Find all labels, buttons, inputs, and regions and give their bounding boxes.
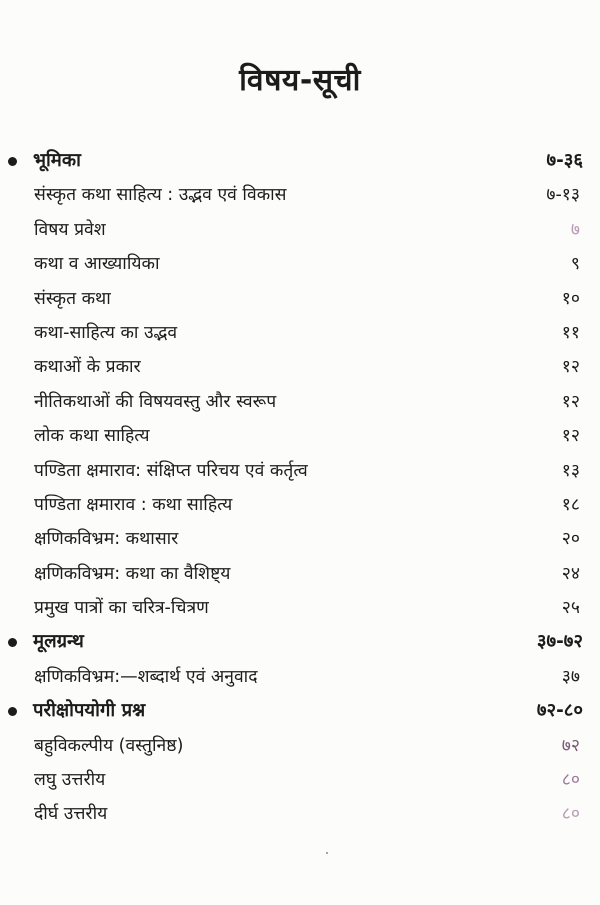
entry-page: १२ (561, 391, 580, 412)
toc-entry[interactable] (0, 557, 600, 591)
entry-label: कथाओं के प्रकार (34, 357, 141, 378)
toc-entry[interactable] (0, 213, 600, 247)
toc-entry[interactable] (0, 522, 600, 556)
toc-entry[interactable] (0, 419, 600, 453)
entry-page: १८ (561, 494, 580, 515)
entry-page: ३७ (561, 666, 580, 687)
entry-label: विषय प्रवेश (34, 219, 106, 240)
entry-label: लोक कथा साहित्य (34, 426, 150, 447)
entry-page: ७ (570, 219, 580, 240)
section-label: भूमिका (33, 150, 81, 171)
bullet-icon (8, 638, 17, 647)
entry-label: दीर्घ उत्तरीय (34, 804, 108, 825)
entry-page: ९ (570, 254, 580, 275)
entry-label: क्षणिकविभ्रम: कथासार (34, 529, 179, 550)
toc-entry[interactable] (0, 660, 600, 694)
entry-label: क्षणिकविभ्रम:—शब्दार्थ एवं अनुवाद (34, 666, 258, 687)
entry-label: संस्कृत कथा (34, 288, 111, 309)
page-title: विषय-सूची (239, 63, 361, 98)
entry-page: १२ (561, 357, 580, 378)
toc-entry[interactable] (0, 454, 600, 488)
toc-entry[interactable] (0, 591, 600, 625)
section-page-range: ७-३६ (546, 150, 583, 171)
entry-label: नीतिकथाओं की विषयवस्तु और स्वरूप (34, 391, 277, 412)
entry-page: ८० (561, 804, 580, 825)
entry-label: बहुविकल्पीय (वस्तुनिष्ठ) (34, 735, 184, 756)
toc-entry[interactable] (0, 729, 600, 763)
toc-entry[interactable] (0, 350, 600, 384)
entry-page: २४ (561, 563, 580, 584)
toc-entry[interactable] (0, 247, 600, 281)
entry-page: १३ (561, 460, 580, 481)
entry-page: १० (561, 288, 580, 309)
section-page-range: ३७-७२ (536, 631, 583, 653)
toc-section-exam-questions[interactable] (0, 694, 600, 728)
toc-entry[interactable] (0, 797, 600, 831)
entry-page: ८० (561, 770, 580, 791)
toc-section-bhumika[interactable] (0, 144, 600, 178)
toc-entry[interactable] (0, 385, 600, 419)
paper-speck (326, 852, 328, 854)
entry-label: कथा-साहित्य का उद्भव (34, 322, 178, 343)
toc-entry[interactable] (0, 282, 600, 316)
bullet-icon (8, 157, 17, 166)
section-label: मूलग्रन्थ (33, 631, 84, 653)
toc-entry[interactable] (0, 763, 600, 797)
section-page-range: ७२-८० (536, 700, 583, 722)
entry-page: ११ (561, 322, 580, 343)
entry-page: २५ (561, 598, 580, 619)
toc-entry[interactable] (0, 178, 600, 212)
entry-page: २० (561, 529, 580, 550)
entry-page: ७२ (561, 735, 580, 756)
entry-label: संस्कृत कथा साहित्य : उद्भव एवं विकास (34, 185, 287, 206)
entry-page: १२ (561, 426, 580, 447)
toc-entry[interactable] (0, 488, 600, 522)
section-label: परीक्षोपयोगी प्रश्न (33, 700, 146, 722)
entry-label: पण्डिता क्षमाराव: संक्षिप्त परिचय एवं कर्तृत्व (34, 460, 308, 481)
entry-label: क्षणिकविभ्रम: कथा का वैशिष्ट्य (34, 563, 231, 584)
entry-label: प्रमुख पात्रों का चरित्र-चित्रण (34, 598, 209, 619)
toc-entry[interactable] (0, 316, 600, 350)
entry-label: लघु उत्तरीय (34, 770, 106, 791)
entry-label: पण्डिता क्षमाराव : कथा साहित्य (34, 494, 233, 515)
table-of-contents (0, 144, 600, 832)
bullet-icon (8, 707, 17, 716)
toc-section-mulagrantha[interactable] (0, 625, 600, 659)
entry-label: कथा व आख्यायिका (34, 254, 160, 275)
entry-page: ७-१३ (546, 185, 580, 206)
